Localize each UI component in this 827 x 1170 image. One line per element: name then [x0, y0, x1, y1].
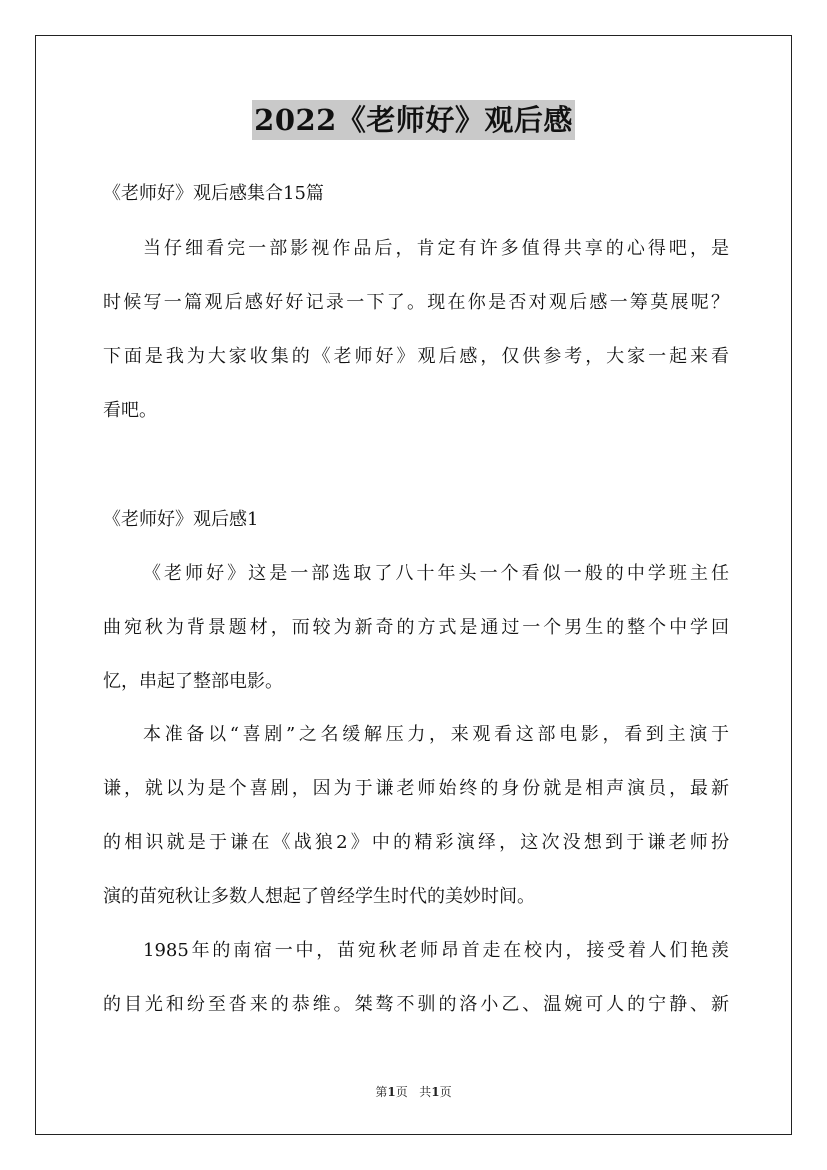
intro-line-3: 下面是我为大家收集的《老师好》观后感，仅供参考，大家一起来看 — [103, 346, 729, 367]
page-label-suffix: 页 — [439, 1085, 452, 1099]
para3-line-2: 的目光和纷至沓来的恭维。桀骜不驯的洛小乙、温婉可人的宁静、新 — [103, 994, 729, 1015]
page-label-prefix: 第 — [375, 1085, 388, 1099]
intro-line-4: 看吧。 — [103, 400, 157, 421]
para2-line-4: 演的苗宛秋让多数人想起了曾经学生时代的美妙时间。 — [103, 886, 535, 907]
para2-line-2: 谦，就以为是个喜剧，因为于谦老师始终的身份就是相声演员，最新 — [103, 778, 729, 799]
para3-line-1: 1985年的南宿一中，苗宛秋老师昂首走在校内，接受着人们艳羡 — [143, 940, 729, 961]
para1-line-1: 《老师好》这是一部选取了八十年头一个看似一般的中学班主任 — [143, 563, 729, 584]
intro-line-2: 时候写一篇观后感好好记录一下了。现在你是否对观后感一筹莫展呢？ — [103, 292, 729, 313]
title-container — [0, 100, 827, 140]
page-footer — [0, 1083, 827, 1101]
section-heading: 《老师好》观后感1 — [103, 509, 259, 530]
page-total-number: 1 — [431, 1085, 440, 1099]
page-label-mid: 页 共 — [395, 1085, 432, 1099]
page-current-number: 1 — [387, 1085, 396, 1099]
para2-line-1: 本准备以“喜剧”之名缓解压力，来观看这部电影，看到主演于 — [143, 724, 729, 745]
para1-line-2: 曲宛秋为背景题材，而较为新奇的方式是通过一个男生的整个中学回 — [103, 617, 729, 638]
document-title: 2022《老师好》观后感 — [252, 100, 575, 140]
intro-line-1: 当仔细看完一部影视作品后，肯定有许多值得共享的心得吧，是 — [143, 238, 729, 259]
subtitle: 《老师好》观后感集合15篇 — [103, 183, 324, 204]
para2-line-3: 的相识就是于谦在《战狼2》中的精彩演绎，这次没想到于谦老师扮 — [103, 832, 729, 853]
para1-line-3: 忆，串起了整部电影。 — [103, 671, 283, 692]
